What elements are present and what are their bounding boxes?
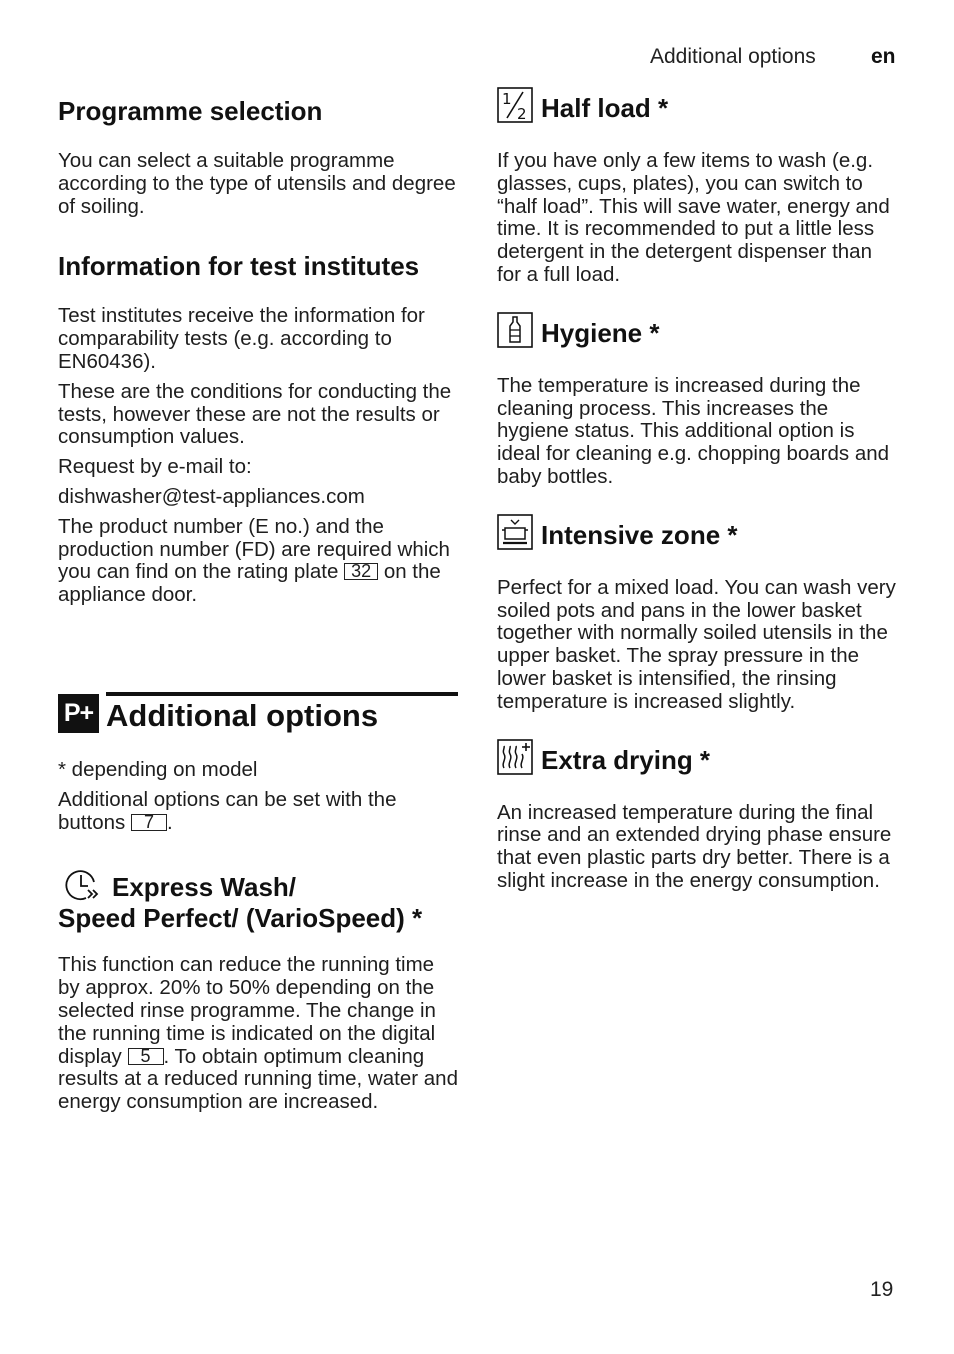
extra-drying-body: An increased temperature during the final rinse and an extended drying phase ensure that even plastic parts dry better. There is a slight increase in the energy consumption. — [497, 800, 892, 892]
test-institutes-title: Information for test institutes — [58, 251, 420, 282]
running-header-language: en — [871, 45, 896, 68]
extra-drying-section — [497, 739, 897, 893]
depending-on-model-note: * depending on model — [58, 757, 258, 781]
test-institutes-section — [58, 250, 458, 607]
svg-text:2: 2 — [517, 105, 527, 123]
additional-options-icon: P+ — [58, 694, 99, 733]
additional-options-section — [58, 692, 458, 834]
express-wash-body-a: This function can reduce the running time by approx. 20% to 50% depending on the selected rinse programme. The change in the running time is indicated on the digital display — [58, 953, 436, 1068]
express-wash-title-line1: Express Wash/ — [112, 872, 297, 903]
clock-express-icon — [64, 868, 104, 904]
rating-plate-tail: on the appliance door. — [58, 560, 441, 607]
programme-selection-section — [58, 95, 458, 218]
rating-plate-ref: 32 — [344, 563, 378, 580]
intensive-zone-heading — [497, 514, 897, 550]
hygiene-body: The temperature is increased during the cleaning process. This increases the hygiene status. This additional option is ideal for cleaning e.g. chopping boards and baby bottles. — [497, 373, 890, 488]
hygiene-section — [497, 312, 897, 489]
express-wash-heading — [58, 868, 458, 938]
extra-drying-icon — [497, 739, 533, 775]
intensive-zone-title: Intensive zone * — [541, 519, 738, 550]
express-wash-body-b: . To obtain optimum cleaning results at a reduced running time, water and energy consumption are increased. — [58, 1044, 458, 1114]
buttons-ref: 7 — [131, 814, 167, 831]
hygiene-bottle-icon — [497, 312, 533, 348]
additional-options-title: Additional options — [106, 697, 379, 733]
half-load-icon — [497, 87, 533, 123]
programme-selection-body: You can select a suitable programme according to the type of utensils and degree of soiling. — [58, 149, 456, 218]
test-institutes-paragraph-1: Test institutes receive the information for comparability tests (e.g. according to EN60436). — [58, 304, 425, 373]
hygiene-title: Hygiene * — [541, 317, 660, 348]
page-number: 19 — [870, 1278, 894, 1301]
express-wash-title-line2: Speed Perfect/ (VarioSpeed) * — [58, 903, 423, 934]
intensive-zone-icon — [497, 514, 533, 550]
running-header-section: Additional options — [650, 45, 816, 68]
left-column — [58, 95, 458, 1114]
right-column — [497, 87, 897, 893]
test-institutes-email: dishwasher@test-appliances.com — [58, 484, 365, 508]
intensive-zone-body: Perfect for a mixed load. You can wash very soiled pots and pans in the lower basket together with normally soiled utensils in the upper basket. The spray pressure in the lower basket is intensified, the rinsing temperature is increased slightly. — [497, 575, 896, 713]
express-wash-section — [58, 868, 458, 1114]
intensive-zone-section — [497, 514, 897, 714]
test-institutes-paragraph-2: These are the conditions for conducting the tests, however these are not the results or consumption values. — [58, 379, 452, 449]
additional-options-heading-row — [58, 692, 458, 736]
extra-drying-heading — [497, 739, 897, 775]
hygiene-heading — [497, 312, 897, 348]
additional-options-intro-text: Additional options can be set with the buttons — [58, 787, 397, 834]
programme-selection-title: Programme selection — [58, 96, 323, 126]
test-institutes-request: Request by e-mail to: — [58, 455, 252, 479]
extra-drying-title: Extra drying * — [541, 744, 711, 775]
half-load-title: Half load * — [541, 93, 669, 123]
digital-display-ref: 5 — [128, 1048, 164, 1065]
half-load-heading — [497, 87, 897, 123]
test-institutes-paragraph-4 — [58, 516, 458, 607]
additional-options-intro-tail: . — [166, 810, 173, 834]
half-load-section — [497, 87, 897, 287]
express-wash-body — [58, 954, 458, 1114]
additional-options-intro — [58, 789, 458, 835]
half-load-body: If you have only a few items to wash (e.g. glasses, cups, plates), you can switch to “half load”. This will save water, energy and time. It is recommended to put a little less detergent in the detergent dispenser than for a full load. — [497, 149, 890, 286]
rating-plate-text: The product number (E no.) and the production number (FD) are required which you can find on the rating plate — [58, 514, 450, 584]
svg-text:1: 1 — [502, 90, 512, 108]
